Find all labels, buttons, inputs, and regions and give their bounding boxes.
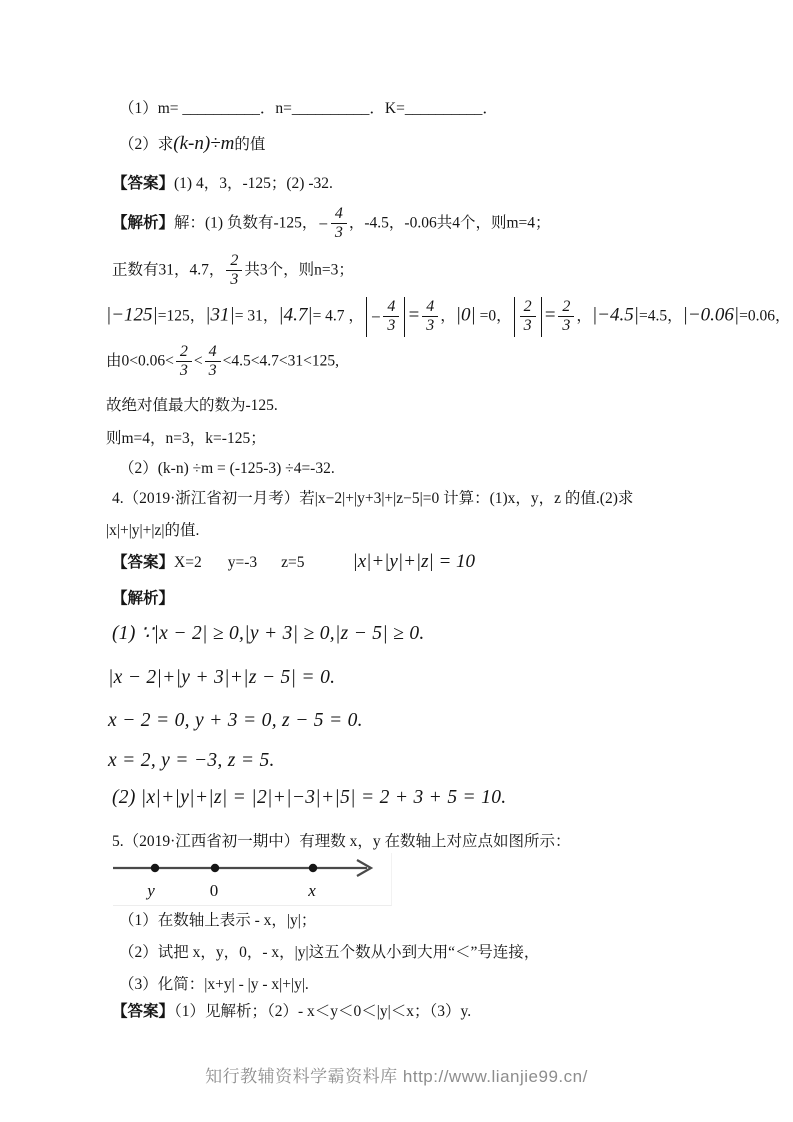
answer-label: 【答案】 [112,1003,175,1020]
question2-line [119,132,265,156]
point-y-dot [151,864,159,872]
analysis-pre: 解：(1) 负数有-125， [174,214,318,232]
analysis-label: 【解析】 [112,590,175,607]
fraction-denominator: 3 [208,362,217,380]
fraction-numerator: 4 [422,298,438,317]
abs-0p06-val: =0.06， [739,307,791,325]
analysis-negatives-line [112,205,551,243]
abs-125-val: =125， [157,307,206,325]
problem5-q2: （2）试把 x，y，0，- x，|y|这五个数从小到大用“＜”号连接， [119,944,540,961]
solution-step4: x = 2, y = −3, z = 5. [108,750,275,771]
problem4-line1: 4.（2019·浙江省初一月考）若|x−2|+|y+3|+|z−5|=0 计算：(1)x，y，z 的值.(2)求 [112,490,634,507]
mnk-line: 则m=4，n=3，k=-125； [106,430,266,447]
abs-4p7: |4.7| [278,304,313,326]
answer-sum-expression: |x|+|y|+|z| = 10 [352,551,476,572]
answer-text: （1）见解析；（2）- x＜y＜0＜|y|＜x；（3）y. [174,1003,472,1020]
fraction-numerator: 2 [176,343,192,362]
fraction-numerator: 2 [226,252,242,271]
fraction-4-3 [383,298,399,336]
problem5-q3: （3）化简：|x+y| - |y - x|+|y|. [119,976,309,993]
ordering-line [106,343,339,381]
fraction-2-3 [520,298,536,336]
equals-sign: = [407,304,421,326]
positives-post: 共3个，则n=3； [244,261,354,279]
order-post: <4.5<4.7<31<125, [222,352,339,370]
fraction-denominator: 3 [387,317,396,335]
q2-suffix: 的值 [234,136,266,153]
solution-step1: (1) ∵|x − 2| ≥ 0,|y + 3| ≥ 0,|z − 5| ≥ 0. [112,623,425,644]
solution-step2: |x − 2|+|y + 3|+|z − 5| = 0. [108,667,336,688]
abs-0: |0| [455,304,476,326]
analysis-label-p4 [112,589,174,608]
fraction-4-3 [331,205,347,243]
blanks-line: （1）m= __________．n=__________．K=__________． [119,100,498,117]
abs-0-val: =0， [475,307,512,325]
q2-prefix: （2）求 [119,136,174,153]
fraction-numerator: 2 [520,298,536,317]
point-y-label: y [147,881,155,900]
analysis-label: 【解析】 [112,214,175,232]
site-footer: 知行教辅资料学霸资料库 http://www.lianjie99.cn/ [205,1067,588,1086]
abs-31: |31| [205,304,235,326]
abs-4p7-val: = 4.7 ， [312,307,364,325]
fraction-4-3-result [422,298,438,336]
answer-z: z=5 [281,554,305,571]
point-zero-label: 0 [209,881,219,900]
fraction-2-3 [176,343,192,381]
q2-expression: (k-n)÷m [173,133,235,154]
comma: ， [576,307,592,325]
abs-4p5-val: =4.5， [638,307,683,325]
answer-line-p3 [112,174,333,193]
point-zero-dot [211,864,219,872]
fraction-numerator: 4 [383,298,399,317]
answer-y: y=-3 [227,554,258,571]
abs-125: |−125| [106,304,158,326]
answer-x: X=2 [174,554,202,571]
problem4-line2: |x|+|y|+|z|的值. [106,522,200,539]
comma: ， [440,307,456,325]
positives-pre: 正数有31，4.7， [112,261,225,279]
number-line-figure [113,853,392,906]
fraction-denominator: 3 [523,317,532,335]
fraction-4-3 [205,343,221,381]
point-x-dot [309,864,317,872]
answer-label: 【答案】 [112,175,175,192]
fraction-numerator: 4 [331,205,347,224]
analysis-positives-line [112,252,354,290]
fraction-denominator: 3 [562,317,571,335]
abs-frac-4-3 [366,297,405,337]
fraction-denominator: 3 [426,317,435,335]
fraction-denominator: 3 [230,271,239,289]
analysis-post: ，-4.5，-0.06共4个，则m=4； [348,214,551,232]
fraction-numerator: 4 [205,343,221,362]
number-line-svg [113,853,391,905]
point-x-label: x [308,881,316,900]
problem5-q1: （1）在数轴上表示 - x，|y|； [119,912,317,929]
fraction-denominator: 3 [179,362,188,380]
fraction-denominator: 3 [334,224,343,242]
fraction-2-3-result [558,298,574,336]
fraction-minus: − [317,214,329,234]
answer-line-p4 [112,550,475,574]
abs-4p5: |−4.5| [591,304,639,326]
abs-0p06: |−0.06| [682,304,740,326]
max-abs-line: 故绝对值最大的数为-125. [106,397,278,414]
order-pre: 由0<0.06< [106,352,174,370]
solution-step3: x − 2 = 0, y + 3 = 0, z − 5 = 0. [108,710,363,731]
fraction-numerator: 2 [558,298,574,317]
equals-sign: = [543,304,557,326]
abs-31-val: = 31， [234,307,279,325]
answer-label: 【答案】 [112,554,175,571]
abs-frac-2-3 [514,297,542,337]
fraction-2-3 [226,252,242,290]
calc-line: （2）(k-n) ÷m = (-125-3) ÷4=-32. [119,460,335,477]
answer-text: (1) 4，3，-125；(2) -32. [174,175,333,192]
fraction-minus: − [369,307,382,327]
problem5-line: 5.（2019·江西省初一期中）有理数 x，y 在数轴上对应点如图所示： [112,833,571,850]
abs-values-line [106,297,791,337]
order-mid: < [193,352,203,370]
answer-line-p5 [112,1002,471,1021]
solution-step5: (2) |x|+|y|+|z| = |2|+|−3|+|5| = 2 + 3 + 5 = 10. [112,787,507,808]
